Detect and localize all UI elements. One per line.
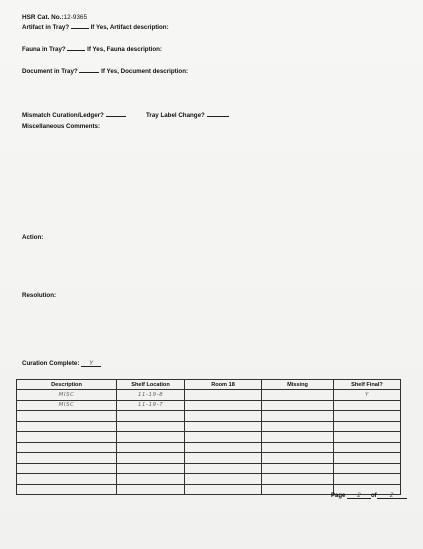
missing-cell[interactable] — [262, 411, 334, 422]
tray-label-row — [146, 110, 229, 119]
description-cell[interactable] — [17, 421, 117, 432]
mismatch-answer-blank[interactable] — [106, 110, 126, 117]
tray-label-question: Tray Label Change? — [146, 112, 205, 119]
curation-complete-row — [22, 360, 101, 367]
shelf-final-cell[interactable] — [334, 453, 401, 464]
description-cell[interactable] — [17, 474, 117, 485]
table-row — [17, 400, 401, 411]
missing-cell[interactable] — [262, 421, 334, 432]
curation-complete-value: Y — [89, 360, 93, 367]
mismatch-row — [22, 110, 126, 119]
page-total-blank[interactable] — [377, 492, 407, 499]
shelf-location-cell[interactable] — [117, 421, 185, 432]
shelf-final-cell[interactable] — [334, 400, 401, 411]
table-row — [17, 411, 401, 422]
curation-complete-blank[interactable] — [81, 360, 101, 367]
artifact-description-label: If Yes, Artifact description: — [90, 24, 169, 31]
missing-cell[interactable] — [262, 432, 334, 443]
shelf-final-cell[interactable] — [334, 474, 401, 485]
room-cell[interactable] — [185, 390, 262, 401]
shelf-location-cell[interactable]: 11-19-8 — [117, 390, 185, 401]
missing-cell[interactable] — [262, 442, 334, 453]
table-row — [17, 474, 401, 485]
shelf-location-cell[interactable] — [117, 453, 185, 464]
missing-cell[interactable] — [262, 390, 334, 401]
shelf-location-cell[interactable] — [117, 442, 185, 453]
mismatch-question: Mismatch Curation/Ledger? — [22, 112, 104, 119]
table-row — [17, 463, 401, 474]
missing-cell[interactable] — [262, 484, 334, 495]
description-cell[interactable] — [17, 484, 117, 495]
column-header-shelf-final: Shelf Final? — [334, 380, 401, 390]
room-cell[interactable] — [185, 442, 262, 453]
tray-label-answer-blank[interactable] — [207, 110, 229, 117]
shelf-final-cell[interactable] — [334, 411, 401, 422]
document-answer-blank[interactable] — [79, 66, 99, 73]
room-cell[interactable] — [185, 421, 262, 432]
table-row — [17, 453, 401, 464]
table-row — [17, 432, 401, 443]
description-cell[interactable] — [17, 442, 117, 453]
shelf-final-cell[interactable] — [334, 432, 401, 443]
resolution-label: Resolution: — [22, 292, 57, 299]
shelf-location-cell[interactable] — [117, 463, 185, 474]
room-cell[interactable] — [185, 432, 262, 443]
shelf-location-cell[interactable] — [117, 474, 185, 485]
artifact-answer-blank[interactable] — [71, 22, 89, 29]
page-indicator — [331, 492, 407, 499]
room-cell[interactable] — [185, 463, 262, 474]
table-row — [17, 421, 401, 432]
description-cell[interactable] — [17, 411, 117, 422]
curation-table — [16, 379, 401, 495]
description-cell[interactable] — [17, 432, 117, 443]
fauna-description-label: If Yes, Fauna description: — [87, 46, 162, 53]
document-row — [22, 66, 188, 75]
table-row — [17, 390, 401, 401]
shelf-final-cell[interactable] — [334, 421, 401, 432]
document-description-label: If Yes, Document description: — [101, 68, 189, 75]
fauna-answer-blank[interactable] — [67, 44, 85, 51]
document-question: Document in Tray? — [22, 68, 78, 75]
missing-cell[interactable] — [262, 463, 334, 474]
page-number-blank[interactable] — [347, 492, 371, 499]
description-cell[interactable] — [17, 453, 117, 464]
page-label: Page — [331, 493, 346, 499]
missing-cell[interactable] — [262, 453, 334, 464]
room-cell[interactable] — [185, 484, 262, 495]
page-number-value: 2 — [357, 492, 361, 499]
description-cell[interactable] — [17, 463, 117, 474]
artifact-row — [22, 22, 169, 31]
table-header-row — [17, 380, 401, 390]
shelf-final-cell[interactable]: Y — [334, 390, 401, 401]
room-cell[interactable] — [185, 411, 262, 422]
column-header-description: Description — [17, 380, 117, 390]
missing-cell[interactable] — [262, 400, 334, 411]
action-label: Action: — [22, 234, 44, 241]
curation-complete-label: Curation Complete: — [22, 360, 80, 367]
column-header-missing: Missing — [262, 380, 334, 390]
table-row — [17, 442, 401, 453]
room-cell[interactable] — [185, 453, 262, 464]
fauna-question: Fauna in Tray? — [22, 46, 66, 53]
description-cell[interactable]: MISC — [17, 400, 117, 411]
missing-cell[interactable] — [262, 474, 334, 485]
shelf-final-cell[interactable] — [334, 463, 401, 474]
catalog-number — [22, 14, 87, 21]
shelf-location-cell[interactable]: 11-19-7 — [117, 400, 185, 411]
shelf-location-cell[interactable] — [117, 484, 185, 495]
description-cell[interactable]: MISC — [17, 390, 117, 401]
catalog-number-value: 12-9365 — [63, 14, 88, 21]
fauna-row — [22, 44, 162, 53]
room-cell[interactable] — [185, 474, 262, 485]
misc-comments-label: Miscellaneous Comments: — [22, 123, 101, 130]
column-header-room: Room 18 — [185, 380, 262, 390]
room-cell[interactable] — [185, 400, 262, 411]
column-header-shelf-location: Shelf Location — [117, 380, 185, 390]
shelf-final-cell[interactable] — [334, 442, 401, 453]
of-label: of — [371, 493, 377, 499]
catalog-number-label: HSR Cat. No.: — [22, 14, 64, 21]
page-total-value: 2 — [389, 492, 394, 499]
shelf-location-cell[interactable] — [117, 411, 185, 422]
shelf-location-cell[interactable] — [117, 432, 185, 443]
artifact-question: Artifact in Tray? — [22, 24, 70, 31]
